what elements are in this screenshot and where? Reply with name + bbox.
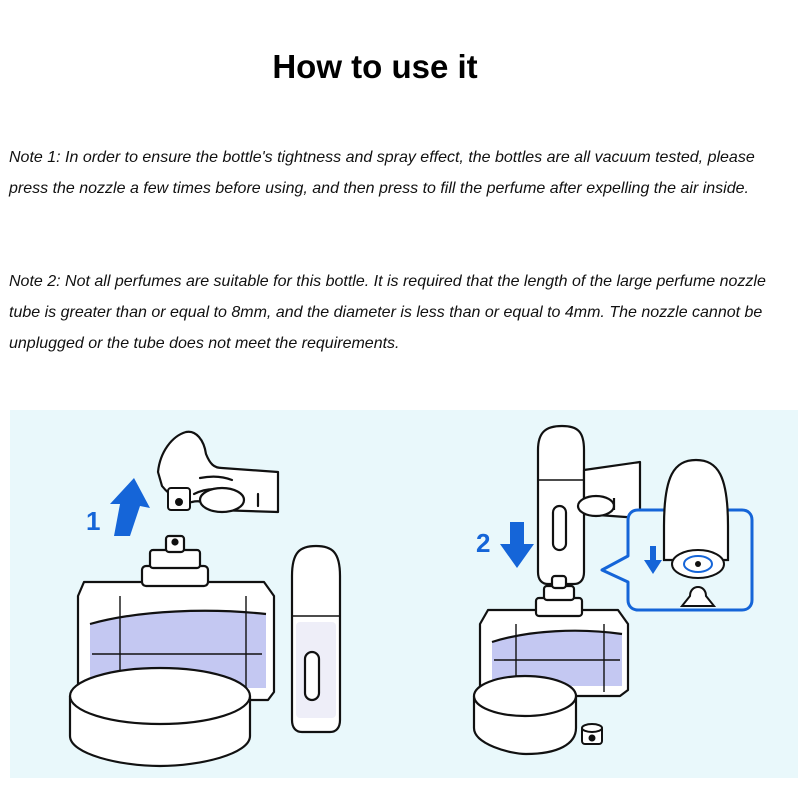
- note-2: Note 2: Not all perfumes are suitable for this bottle. It is required that the length of the large perfume nozzle tube is greater than or equal to 8mm, and the diameter is less than or equal to 4mm. The nozzle cannot be unplugged or the tube does not meet the requirements.: [9, 273, 766, 352]
- hand-icon-2: [578, 462, 640, 518]
- bottle-lid-icon-2: [474, 676, 576, 754]
- step-2-number: 2: [476, 528, 491, 558]
- illustration-svg: [10, 410, 798, 778]
- step-1-number: 1: [86, 506, 101, 536]
- up-arrow-icon: [110, 478, 150, 536]
- removed-cap-icon: [582, 724, 602, 744]
- page-title: How to use it: [272, 48, 478, 85]
- note-1: Note 1: In order to ensure the bottle's tightness and spray effect, the bottles are all vacuum tested, please press the nozzle a few times before using, and then press to fill the perfume after expelling the air inside.: [9, 149, 755, 197]
- cap-icon: [168, 488, 190, 510]
- usage-illustration: [10, 410, 798, 778]
- step-1-panel: [70, 432, 340, 766]
- bottle-lid-icon: [70, 668, 250, 766]
- down-arrow-icon: [500, 522, 534, 568]
- atomizer-icon: [292, 546, 340, 732]
- step-2-panel: [474, 426, 752, 754]
